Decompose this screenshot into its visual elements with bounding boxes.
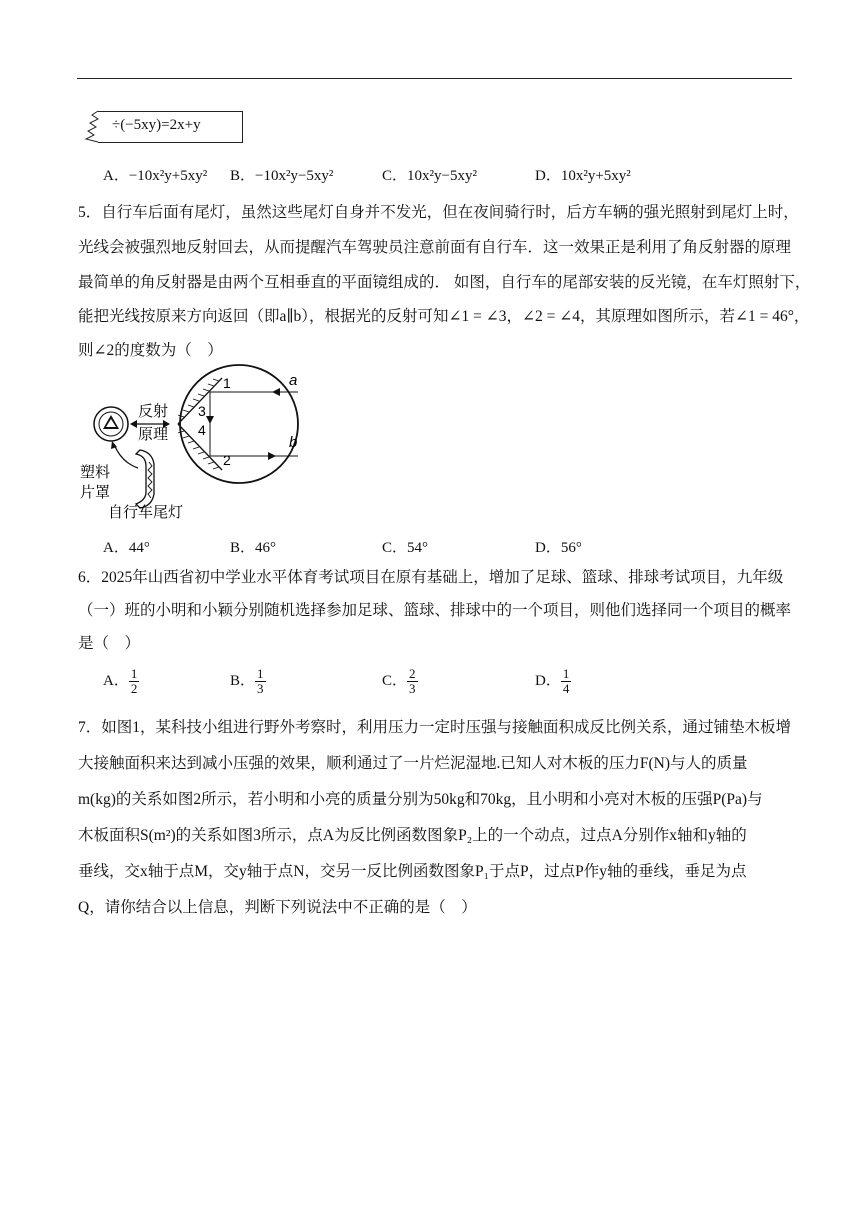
ray-a-label: a bbox=[289, 372, 298, 389]
label-reflect-2: 原理 bbox=[138, 426, 169, 443]
q4-option-b[interactable]: B．−10x²y−5xy² bbox=[230, 168, 334, 184]
label-plastic-1: 塑料 bbox=[80, 464, 111, 481]
angle-2-label: 2 bbox=[223, 452, 231, 468]
q5-line-3: 最简单的角反射器是由两个互相垂直的平面镜组成的． 如图，自行车的尾部安装的反光镜，在车灯照射下， bbox=[78, 274, 811, 291]
label-plastic-2: 片罩 bbox=[80, 484, 111, 501]
angle-3-label: 3 bbox=[198, 403, 206, 419]
q6-option-c[interactable]: C． $\frac{2}{3}$ bbox=[382, 666, 416, 696]
torn-edge-icon bbox=[76, 110, 102, 144]
reflector-symbol-icon bbox=[94, 407, 128, 441]
q5-figure-bike-taillight bbox=[76, 364, 316, 524]
ray-b-label: b bbox=[289, 434, 298, 451]
q6-option-b[interactable]: B． $\frac{1}{3}$ bbox=[230, 666, 264, 696]
q4-option-c[interactable]: C．10x²y−5xy² bbox=[382, 168, 477, 184]
q6-option-d[interactable]: D． $\frac{1}{4}$ bbox=[535, 666, 570, 696]
q5-option-b[interactable]: B．46° bbox=[230, 540, 277, 556]
q7-line-2: 大接触面积来达到减小压强的效果，顺利通过了一片烂泥湿地.已知人对木板的压力F(N)与人的质量 bbox=[78, 755, 748, 772]
q4-option-d[interactable]: D．10x²y+5xy² bbox=[535, 168, 631, 184]
q7-line-3: m(kg)的关系如图2所示，若小明和小亮的质量分别为50kg和70kg，且小明和小亮对木板的压强P(Pa)与 bbox=[78, 791, 763, 808]
q7-line-5: 垂线，交x轴于点M，交y轴于点N，交另一反比例函数图象P₁于点P，过点P作y轴的垂线，垂足为点 bbox=[78, 863, 747, 880]
q6-line-3: 是（ ） bbox=[78, 635, 141, 652]
angle-4-label: 4 bbox=[198, 422, 206, 438]
q7-line-6: Q，请你结合以上信息，判断下列说法中不正确的是（ ） bbox=[78, 899, 477, 916]
curved-arrow-icon bbox=[114, 444, 138, 468]
q6-option-a[interactable]: A． $\frac{1}{2}$ bbox=[103, 666, 138, 696]
q5-option-c[interactable]: C．54° bbox=[382, 540, 429, 556]
q4-option-a[interactable]: A．−10x²y+5xy² bbox=[103, 168, 208, 184]
figure-caption: 自行车尾灯 bbox=[108, 504, 184, 521]
q5-line-2: 光线会被强烈地反射回去，从而提醒汽车驾驶员注意前面有自行车．这一效果正是利用了角反射器的原理 bbox=[78, 239, 792, 256]
plastic-cover-icon bbox=[136, 450, 154, 508]
q6-line-1: 6．2025年山西省初中学业水平体育考试项目在原有基础上，增加了足球、篮球、排球考试项目，九年级 bbox=[78, 569, 784, 586]
q5-line-1: 5．自行车后面有尾灯，虽然这些尾灯自身并不发光，但在夜间骑行时，后方车辆的强光照射到尾灯上时， bbox=[78, 204, 799, 221]
q5-line-4: 能把光线按原来方向返回（即a∥b），根据光的反射可知∠1 = ∠3，∠2 = ∠4，其原理如图所示，若∠1 = 46°， bbox=[78, 308, 810, 325]
q5-line-5: 则∠2的度数为（ ） bbox=[78, 342, 223, 359]
q6-line-2: （一）班的小明和小颖分别随机选择参加足球、篮球、排球中的一个项目，则他们选择同一个项目的概率 bbox=[78, 602, 792, 619]
header-rule bbox=[77, 78, 792, 79]
label-reflect-1: 反射 bbox=[138, 403, 169, 420]
fragment-expression: ÷(−5xy)=2x+y bbox=[112, 117, 201, 133]
q5-option-d[interactable]: D．56° bbox=[535, 540, 582, 556]
q5-option-a[interactable]: A．44° bbox=[103, 540, 150, 556]
angle-1-label: 1 bbox=[223, 375, 231, 391]
q7-line-1: 7．如图1，某科技小组进行野外考察时，利用压力一定时压强与接触面积成反比例关系，通过铺垫木板增 bbox=[78, 719, 792, 736]
q7-line-4: 木板面积S(m²)的关系如图3所示，点A为反比例函数图象P₂上的一个动点，过点A分别作x轴和y轴的 bbox=[78, 827, 747, 844]
